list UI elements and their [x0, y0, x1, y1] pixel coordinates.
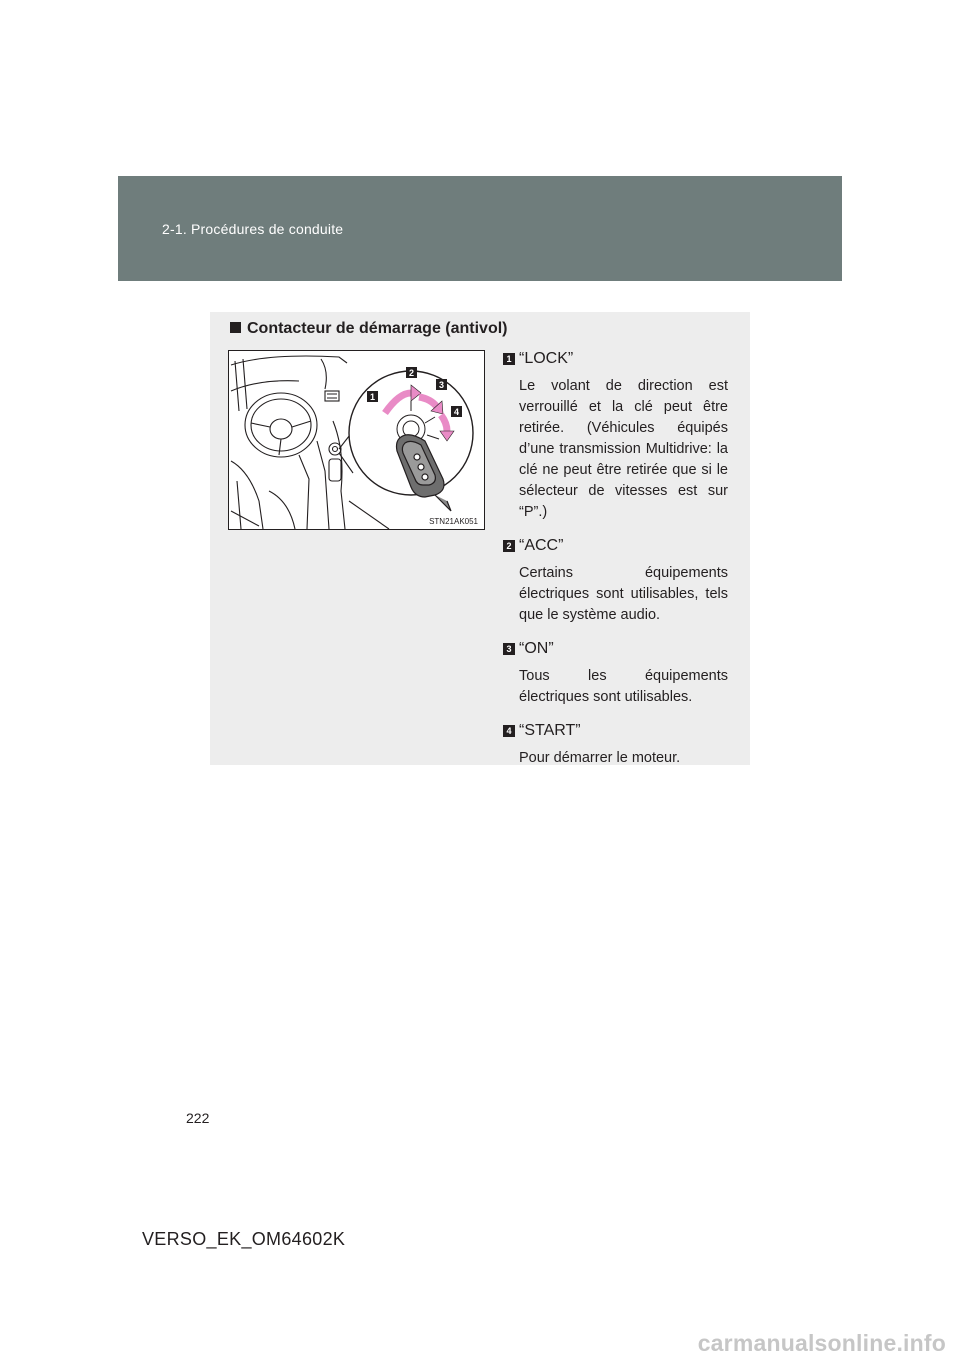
figure-marker-2-label: 2	[408, 368, 415, 378]
page-number: 222	[186, 1110, 210, 1126]
step-list	[503, 348, 728, 781]
panel-heading	[230, 320, 508, 338]
step-number-badge: 3	[503, 643, 515, 655]
dashboard-drawing	[229, 351, 484, 529]
watermark: carmanualsonline.info	[697, 1330, 946, 1356]
section-title: 2-1. Procédures de conduite	[162, 221, 344, 237]
steering-wheel-outer	[245, 393, 317, 457]
step-title: “ACC”	[519, 537, 564, 554]
square-bullet-icon	[230, 322, 241, 333]
figure-marker-4-label: 4	[453, 407, 460, 417]
step-description: Certains équipements électriques sont utilisables, tels que le système audio.	[519, 565, 728, 623]
figure-marker-3-label: 3	[438, 380, 445, 390]
info-panel	[210, 312, 750, 765]
step-number-badge: 1	[503, 353, 515, 365]
step-title: “LOCK”	[519, 350, 574, 367]
ignition-illustration	[228, 350, 485, 530]
document-code: VERSO_EK_OM64602K	[142, 1229, 346, 1249]
figure-marker-1-label: 1	[369, 392, 376, 402]
step-number-badge: 2	[503, 540, 515, 552]
step-acc	[503, 535, 728, 626]
step-description: Tous les équipements électriques sont utilisables.	[519, 668, 728, 705]
step-title: “ON”	[519, 640, 554, 657]
header-band	[118, 176, 842, 281]
step-lock	[503, 348, 728, 523]
step-description: Le volant de direction est verrouillé et la clé peut être retirée. (Véhicules équipés d’une transmission Multidrive: la clé ne peut être retirée que si le sélecteur de vitesses est sur “P”.)	[519, 378, 728, 520]
figure-code: STN21AK051	[429, 517, 478, 526]
step-on	[503, 638, 728, 708]
step-start	[503, 720, 728, 769]
step-number-badge: 4	[503, 725, 515, 737]
step-description: Pour démarrer le moteur.	[519, 750, 681, 766]
step-title: “START”	[519, 722, 581, 739]
panel-heading-text: Contacteur de démarrage (antivol)	[247, 320, 508, 337]
